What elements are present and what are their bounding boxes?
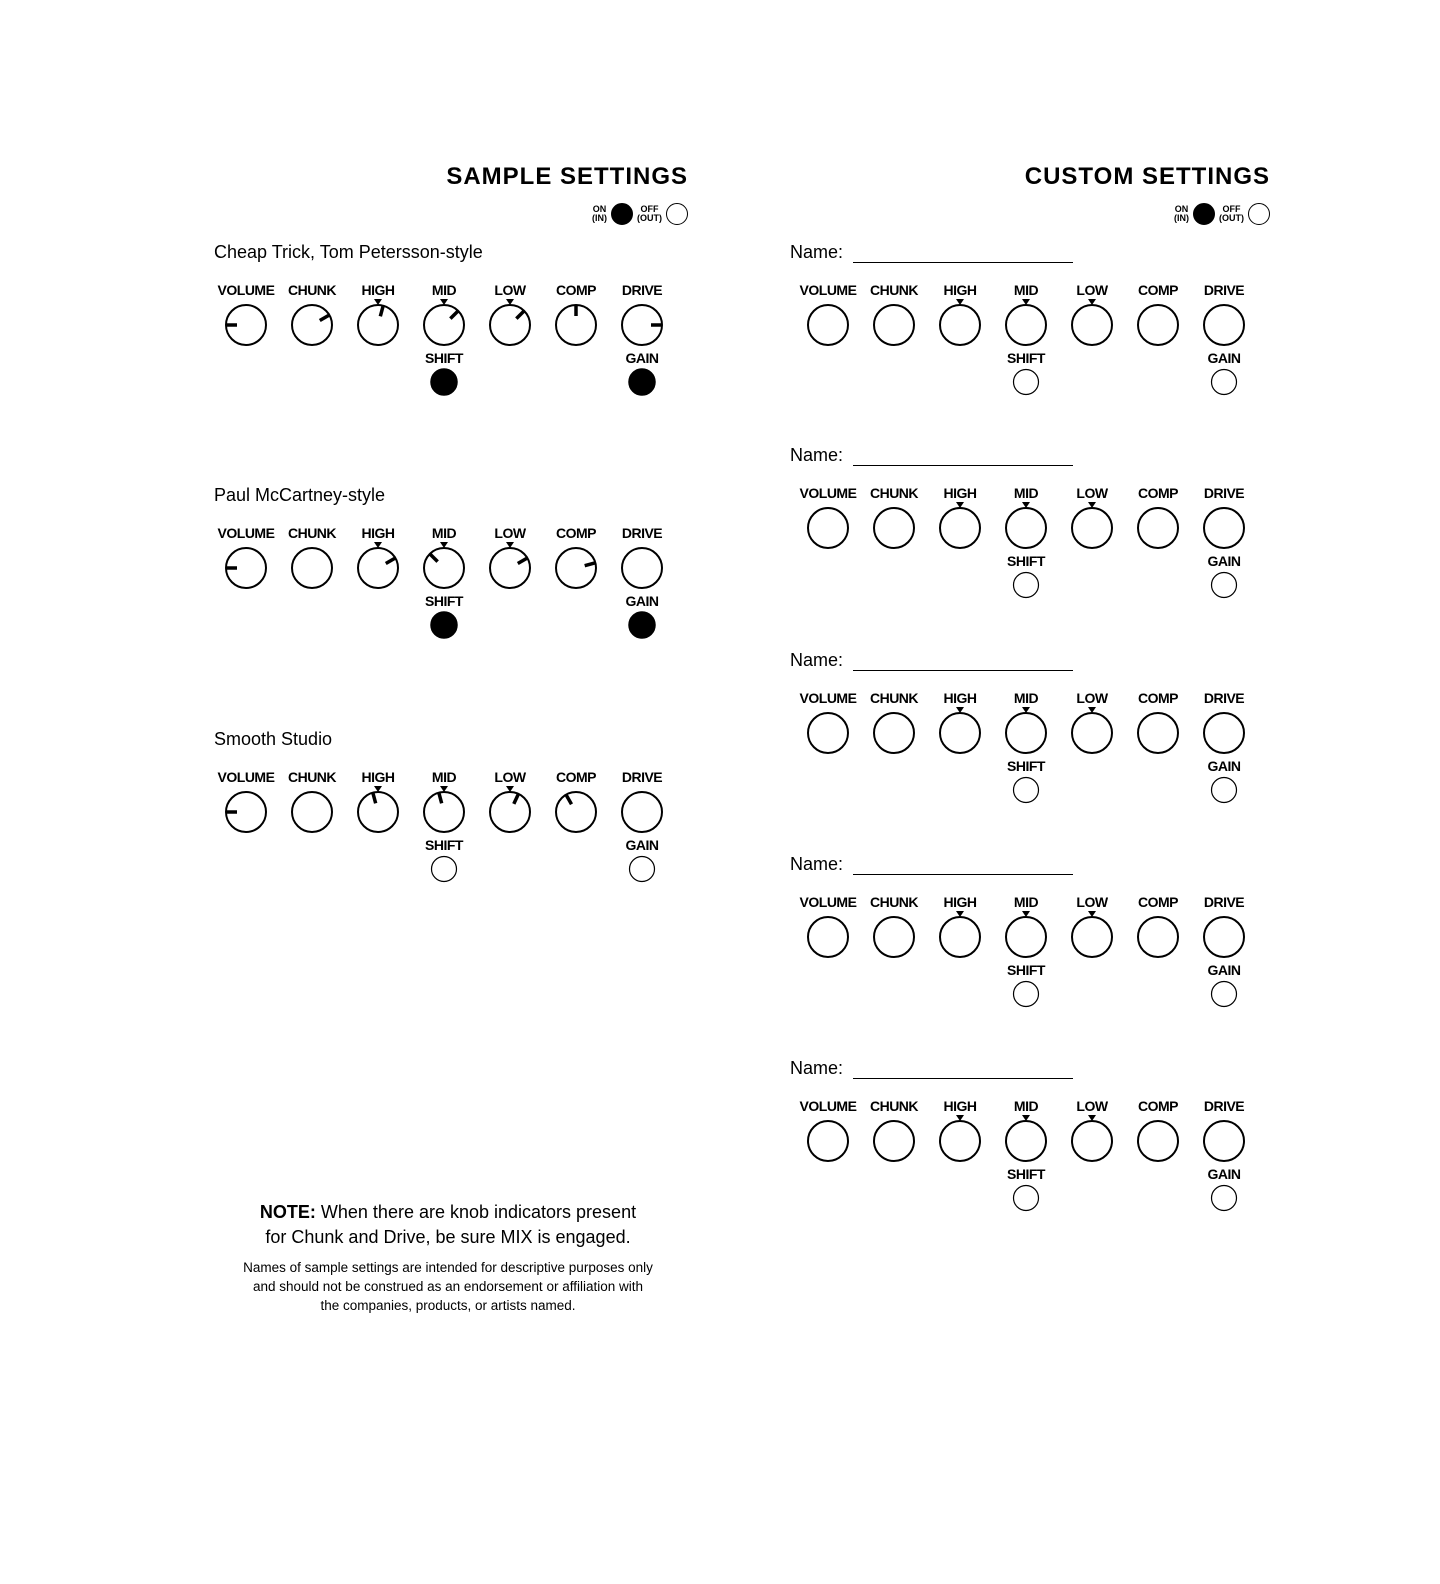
custom-preset bbox=[790, 445, 1270, 615]
mid-knob[interactable] bbox=[1006, 1121, 1046, 1161]
drive-label: DRIVE bbox=[621, 525, 663, 541]
preset-name: Smooth Studio bbox=[214, 729, 333, 749]
mid-label: MID bbox=[1013, 282, 1039, 298]
mid-knob[interactable] bbox=[1006, 713, 1046, 753]
high-label: HIGH bbox=[943, 485, 977, 501]
shift-switch[interactable] bbox=[1014, 982, 1039, 1007]
shift-label: SHIFT bbox=[1007, 758, 1045, 774]
mid-label: MID bbox=[1013, 1098, 1039, 1114]
chunk-knob[interactable] bbox=[874, 1121, 914, 1161]
legend-on-label: ON bbox=[1174, 204, 1189, 214]
volume-knob[interactable] bbox=[808, 917, 848, 957]
volume-label: VOLUME bbox=[799, 485, 857, 501]
shift-switch bbox=[431, 369, 457, 395]
name-label: Name: bbox=[790, 242, 844, 262]
knob-panel bbox=[790, 253, 1270, 403]
mid-knob[interactable] bbox=[1006, 305, 1046, 345]
chunk-label: CHUNK bbox=[287, 769, 337, 785]
note-line1: When there are knob indicators present bbox=[315, 1202, 637, 1222]
knob-panel bbox=[790, 865, 1270, 1015]
drive-knob[interactable] bbox=[1204, 508, 1244, 548]
comp-knob[interactable] bbox=[1138, 1121, 1178, 1161]
comp-knob[interactable] bbox=[1138, 305, 1178, 345]
low-label: LOW bbox=[1076, 894, 1108, 910]
comp-label: COMP bbox=[1138, 1098, 1178, 1114]
disclaimer-line3: the companies, products, or artists named. bbox=[320, 1298, 576, 1313]
shift-switch[interactable] bbox=[1014, 370, 1039, 395]
comp-knob bbox=[556, 792, 596, 832]
mid-label: MID bbox=[1013, 690, 1039, 706]
gain-label: GAIN bbox=[1207, 1166, 1241, 1182]
custom-preset bbox=[790, 650, 1270, 820]
high-knob[interactable] bbox=[940, 1121, 980, 1161]
shift-label: SHIFT bbox=[1007, 553, 1045, 569]
volume-label: VOLUME bbox=[217, 525, 275, 541]
mid-knob[interactable] bbox=[1006, 917, 1046, 957]
volume-label: VOLUME bbox=[799, 282, 857, 298]
chunk-knob[interactable] bbox=[874, 713, 914, 753]
note-line2: for Chunk and Drive, be sure MIX is engaged. bbox=[265, 1227, 631, 1247]
legend-off-label: OFF bbox=[1222, 204, 1241, 214]
shift-label: SHIFT bbox=[1007, 1166, 1045, 1182]
low-knob[interactable] bbox=[1072, 305, 1112, 345]
custom-settings-title: CUSTOM SETTINGS bbox=[1024, 163, 1270, 190]
knob-panel bbox=[790, 456, 1270, 606]
chunk-knob[interactable] bbox=[874, 305, 914, 345]
high-knob[interactable] bbox=[940, 305, 980, 345]
disclaimer-line1: Names of sample settings are intended for descriptive purposes only bbox=[243, 1260, 653, 1275]
low-knob[interactable] bbox=[1072, 1121, 1112, 1161]
drive-knob[interactable] bbox=[1204, 1121, 1244, 1161]
sample-preset bbox=[208, 485, 688, 655]
legend-off-sub: (OUT) bbox=[637, 213, 662, 223]
note-block bbox=[208, 1200, 688, 1315]
custom-preset bbox=[790, 854, 1270, 1024]
shift-switch bbox=[432, 857, 457, 882]
shift-label: SHIFT bbox=[425, 593, 463, 609]
volume-knob[interactable] bbox=[808, 713, 848, 753]
mid-label: MID bbox=[1013, 485, 1039, 501]
gain-switch bbox=[630, 857, 655, 882]
high-label: HIGH bbox=[943, 1098, 977, 1114]
high-knob bbox=[358, 305, 398, 345]
volume-label: VOLUME bbox=[799, 894, 857, 910]
shift-switch[interactable] bbox=[1014, 1186, 1039, 1211]
preset-name: Cheap Trick, Tom Petersson-style bbox=[214, 242, 483, 262]
drive-label: DRIVE bbox=[1203, 485, 1245, 501]
shift-switch bbox=[431, 612, 457, 638]
comp-label: COMP bbox=[556, 525, 596, 541]
comp-knob[interactable] bbox=[1138, 508, 1178, 548]
comp-label: COMP bbox=[1138, 282, 1178, 298]
drive-label: DRIVE bbox=[621, 769, 663, 785]
chunk-label: CHUNK bbox=[287, 282, 337, 298]
shift-switch[interactable] bbox=[1014, 573, 1039, 598]
volume-knob[interactable] bbox=[808, 508, 848, 548]
chunk-knob[interactable] bbox=[874, 508, 914, 548]
knob-panel bbox=[790, 661, 1270, 811]
mid-label: MID bbox=[431, 769, 457, 785]
drive-knob[interactable] bbox=[1204, 305, 1244, 345]
name-label: Name: bbox=[790, 1058, 844, 1078]
low-label: LOW bbox=[1076, 690, 1108, 706]
chunk-knob[interactable] bbox=[874, 917, 914, 957]
shift-label: SHIFT bbox=[1007, 350, 1045, 366]
drive-label: DRIVE bbox=[1203, 690, 1245, 706]
gain-switch bbox=[629, 369, 655, 395]
custom-preset bbox=[790, 242, 1270, 412]
high-knob bbox=[358, 548, 398, 588]
volume-label: VOLUME bbox=[217, 769, 275, 785]
chunk-label: CHUNK bbox=[869, 894, 919, 910]
sample-preset bbox=[208, 242, 688, 412]
comp-knob[interactable] bbox=[1138, 917, 1178, 957]
knob-panel bbox=[208, 496, 688, 646]
chunk-label: CHUNK bbox=[287, 525, 337, 541]
disclaimer-line2: and should not be construed as an endorsement or affiliation with bbox=[252, 1279, 643, 1294]
gain-label: GAIN bbox=[625, 837, 659, 853]
low-knob[interactable] bbox=[1072, 713, 1112, 753]
knob-panel bbox=[208, 253, 688, 403]
high-knob[interactable] bbox=[940, 917, 980, 957]
knob-panel bbox=[208, 740, 688, 890]
note-bold: NOTE: bbox=[259, 1202, 316, 1222]
chunk-knob bbox=[292, 792, 332, 832]
gain-label: GAIN bbox=[625, 593, 659, 609]
chunk-label: CHUNK bbox=[869, 1098, 919, 1114]
high-label: HIGH bbox=[361, 282, 395, 298]
chunk-label: CHUNK bbox=[869, 485, 919, 501]
legend-on-dot-icon bbox=[611, 203, 633, 225]
legend-on-label: ON bbox=[592, 204, 607, 214]
volume-label: VOLUME bbox=[799, 1098, 857, 1114]
mid-knob bbox=[424, 792, 464, 832]
comp-label: COMP bbox=[1138, 690, 1178, 706]
drive-label: DRIVE bbox=[621, 282, 663, 298]
gain-label: GAIN bbox=[1207, 758, 1241, 774]
drive-label: DRIVE bbox=[1203, 1098, 1245, 1114]
gain-label: GAIN bbox=[625, 350, 659, 366]
name-label: Name: bbox=[790, 650, 844, 670]
low-knob[interactable] bbox=[1072, 508, 1112, 548]
gain-label: GAIN bbox=[1207, 350, 1241, 366]
on-off-legend bbox=[592, 203, 688, 225]
comp-label: COMP bbox=[1138, 485, 1178, 501]
gain-switch[interactable] bbox=[1212, 573, 1237, 598]
on-off-legend-custom bbox=[1174, 203, 1270, 225]
drive-label: DRIVE bbox=[1203, 282, 1245, 298]
gain-switch[interactable] bbox=[1212, 982, 1237, 1007]
shift-label: SHIFT bbox=[425, 837, 463, 853]
chunk-label: CHUNK bbox=[869, 282, 919, 298]
preset-name: Paul McCartney-style bbox=[214, 485, 386, 505]
drive-knob bbox=[622, 792, 662, 832]
high-knob[interactable] bbox=[940, 508, 980, 548]
comp-label: COMP bbox=[556, 769, 596, 785]
comp-label: COMP bbox=[1138, 894, 1178, 910]
gain-switch[interactable] bbox=[1212, 370, 1237, 395]
volume-label: VOLUME bbox=[799, 690, 857, 706]
low-label: LOW bbox=[1076, 1098, 1108, 1114]
high-label: HIGH bbox=[943, 894, 977, 910]
mid-label: MID bbox=[1013, 894, 1039, 910]
legend-on-sub: (IN) bbox=[592, 213, 607, 223]
high-label: HIGH bbox=[361, 769, 395, 785]
low-knob bbox=[490, 548, 530, 588]
chunk-knob bbox=[292, 305, 332, 345]
sample-settings-title: SAMPLE SETTINGS bbox=[446, 163, 688, 190]
drive-knob[interactable] bbox=[1204, 713, 1244, 753]
volume-label: VOLUME bbox=[217, 282, 275, 298]
drive-knob bbox=[622, 548, 662, 588]
shift-switch[interactable] bbox=[1014, 778, 1039, 803]
low-label: LOW bbox=[494, 525, 526, 541]
volume-knob[interactable] bbox=[808, 305, 848, 345]
gain-switch[interactable] bbox=[1212, 778, 1237, 803]
legend-off-dot-icon bbox=[666, 203, 688, 225]
comp-label: COMP bbox=[556, 282, 596, 298]
comp-knob bbox=[556, 548, 596, 588]
high-label: HIGH bbox=[361, 525, 395, 541]
legend-on-dot-icon bbox=[1193, 203, 1215, 225]
legend-on-sub: (IN) bbox=[1174, 213, 1189, 223]
comp-knob[interactable] bbox=[1138, 713, 1178, 753]
custom-preset bbox=[790, 1058, 1270, 1228]
name-label: Name: bbox=[790, 445, 844, 465]
high-label: HIGH bbox=[943, 690, 977, 706]
low-label: LOW bbox=[1076, 485, 1108, 501]
low-label: LOW bbox=[1076, 282, 1108, 298]
gain-switch[interactable] bbox=[1212, 1186, 1237, 1211]
sample-preset bbox=[208, 729, 688, 899]
gain-switch bbox=[629, 612, 655, 638]
low-knob[interactable] bbox=[1072, 917, 1112, 957]
low-label: LOW bbox=[494, 769, 526, 785]
drive-label: DRIVE bbox=[1203, 894, 1245, 910]
knob-panel bbox=[790, 1069, 1270, 1219]
legend-off-dot-icon bbox=[1248, 203, 1270, 225]
gain-label: GAIN bbox=[1207, 962, 1241, 978]
high-label: HIGH bbox=[943, 282, 977, 298]
mid-label: MID bbox=[431, 282, 457, 298]
low-label: LOW bbox=[494, 282, 526, 298]
low-knob bbox=[490, 792, 530, 832]
gain-label: GAIN bbox=[1207, 553, 1241, 569]
chunk-label: CHUNK bbox=[869, 690, 919, 706]
chunk-knob bbox=[292, 548, 332, 588]
high-knob[interactable] bbox=[940, 713, 980, 753]
volume-knob[interactable] bbox=[808, 1121, 848, 1161]
legend-off-sub: (OUT) bbox=[1219, 213, 1244, 223]
name-label: Name: bbox=[790, 854, 844, 874]
mid-label: MID bbox=[431, 525, 457, 541]
mid-knob[interactable] bbox=[1006, 508, 1046, 548]
legend-off-label: OFF bbox=[640, 204, 659, 214]
high-knob bbox=[358, 792, 398, 832]
drive-knob[interactable] bbox=[1204, 917, 1244, 957]
shift-label: SHIFT bbox=[1007, 962, 1045, 978]
shift-label: SHIFT bbox=[425, 350, 463, 366]
